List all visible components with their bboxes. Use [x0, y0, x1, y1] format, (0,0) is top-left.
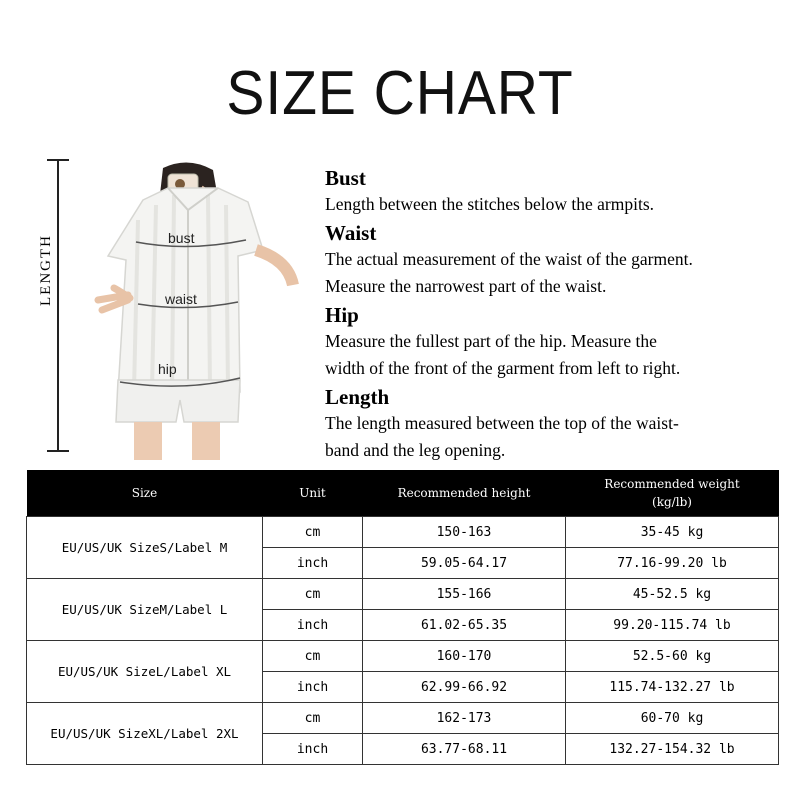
bust-label: bust: [168, 230, 195, 246]
unit-cell: cm: [263, 579, 363, 610]
header-unit: Unit: [263, 470, 363, 517]
length-description: The length measured between the top of the waist- band and the leg opening.: [325, 413, 679, 460]
waist-label: waist: [165, 291, 197, 307]
height-cell: 59.05-64.17: [363, 548, 566, 579]
weight-cell: 45-52.5 kg: [566, 579, 779, 610]
length-ruler-bottom-cap: [47, 450, 69, 452]
header-height: Recommended height: [363, 470, 566, 517]
bust-heading: Bust: [325, 166, 366, 190]
pajama-illustration: [88, 160, 303, 460]
unit-cell: inch: [263, 610, 363, 641]
height-cell: 155-166: [363, 579, 566, 610]
weight-cell: 115.74-132.27 lb: [566, 672, 779, 703]
waist-heading: Waist: [325, 221, 377, 245]
height-cell: 63.77-68.11: [363, 734, 566, 765]
weight-cell: 60-70 kg: [566, 703, 779, 734]
height-cell: 160-170: [363, 641, 566, 672]
hip-label: hip: [158, 361, 177, 377]
length-heading: Length: [325, 385, 390, 409]
weight-cell: 52.5-60 kg: [566, 641, 779, 672]
header-size: Size: [27, 470, 263, 517]
unit-cell: inch: [263, 548, 363, 579]
table-row: [27, 517, 779, 548]
hip-description: Measure the fullest part of the hip. Measure the width of the front of the garment from left to right.: [325, 331, 681, 378]
waist-description: The actual measurement of the waist of the garment. Measure the narrowest part of the waist.: [325, 249, 693, 296]
length-ruler-label: LENGTH: [38, 234, 54, 306]
bust-description: Length between the stitches below the armpits.: [325, 194, 655, 214]
unit-cell: cm: [263, 641, 363, 672]
left-leg: [134, 422, 162, 460]
height-cell: 162-173: [363, 703, 566, 734]
height-cell: 150-163: [363, 517, 566, 548]
weight-cell: 35-45 kg: [566, 517, 779, 548]
height-cell: 62.99-66.92: [363, 672, 566, 703]
shirt-shape: [108, 188, 263, 392]
table-row: [27, 641, 779, 672]
size-table: [26, 470, 779, 765]
unit-cell: inch: [263, 672, 363, 703]
header-weight: Recommended weight (kg/lb): [566, 470, 779, 517]
size-cell: EU/US/UK SizeL/Label XL: [27, 641, 263, 703]
arm-lower: [256, 250, 293, 285]
unit-cell: cm: [263, 703, 363, 734]
table-row: [27, 703, 779, 734]
length-ruler-top-cap: [47, 159, 69, 161]
size-cell: EU/US/UK SizeS/Label M: [27, 517, 263, 579]
measurement-descriptions: [325, 166, 795, 467]
length-ruler-line: [57, 160, 59, 452]
page-title: SIZE CHART: [226, 59, 574, 128]
hip-heading: Hip: [325, 303, 359, 327]
weight-cell: 99.20-115.74 lb: [566, 610, 779, 641]
weight-cell: 132.27-154.32 lb: [566, 734, 779, 765]
table-row: [27, 579, 779, 610]
model-photo: [88, 160, 303, 460]
weight-cell: 77.16-99.20 lb: [566, 548, 779, 579]
right-leg: [192, 422, 220, 460]
unit-cell: cm: [263, 517, 363, 548]
unit-cell: inch: [263, 734, 363, 765]
size-cell: EU/US/UK SizeM/Label L: [27, 579, 263, 641]
size-cell: EU/US/UK SizeXL/Label 2XL: [27, 703, 263, 765]
height-cell: 61.02-65.35: [363, 610, 566, 641]
table-header-row: [27, 470, 779, 517]
